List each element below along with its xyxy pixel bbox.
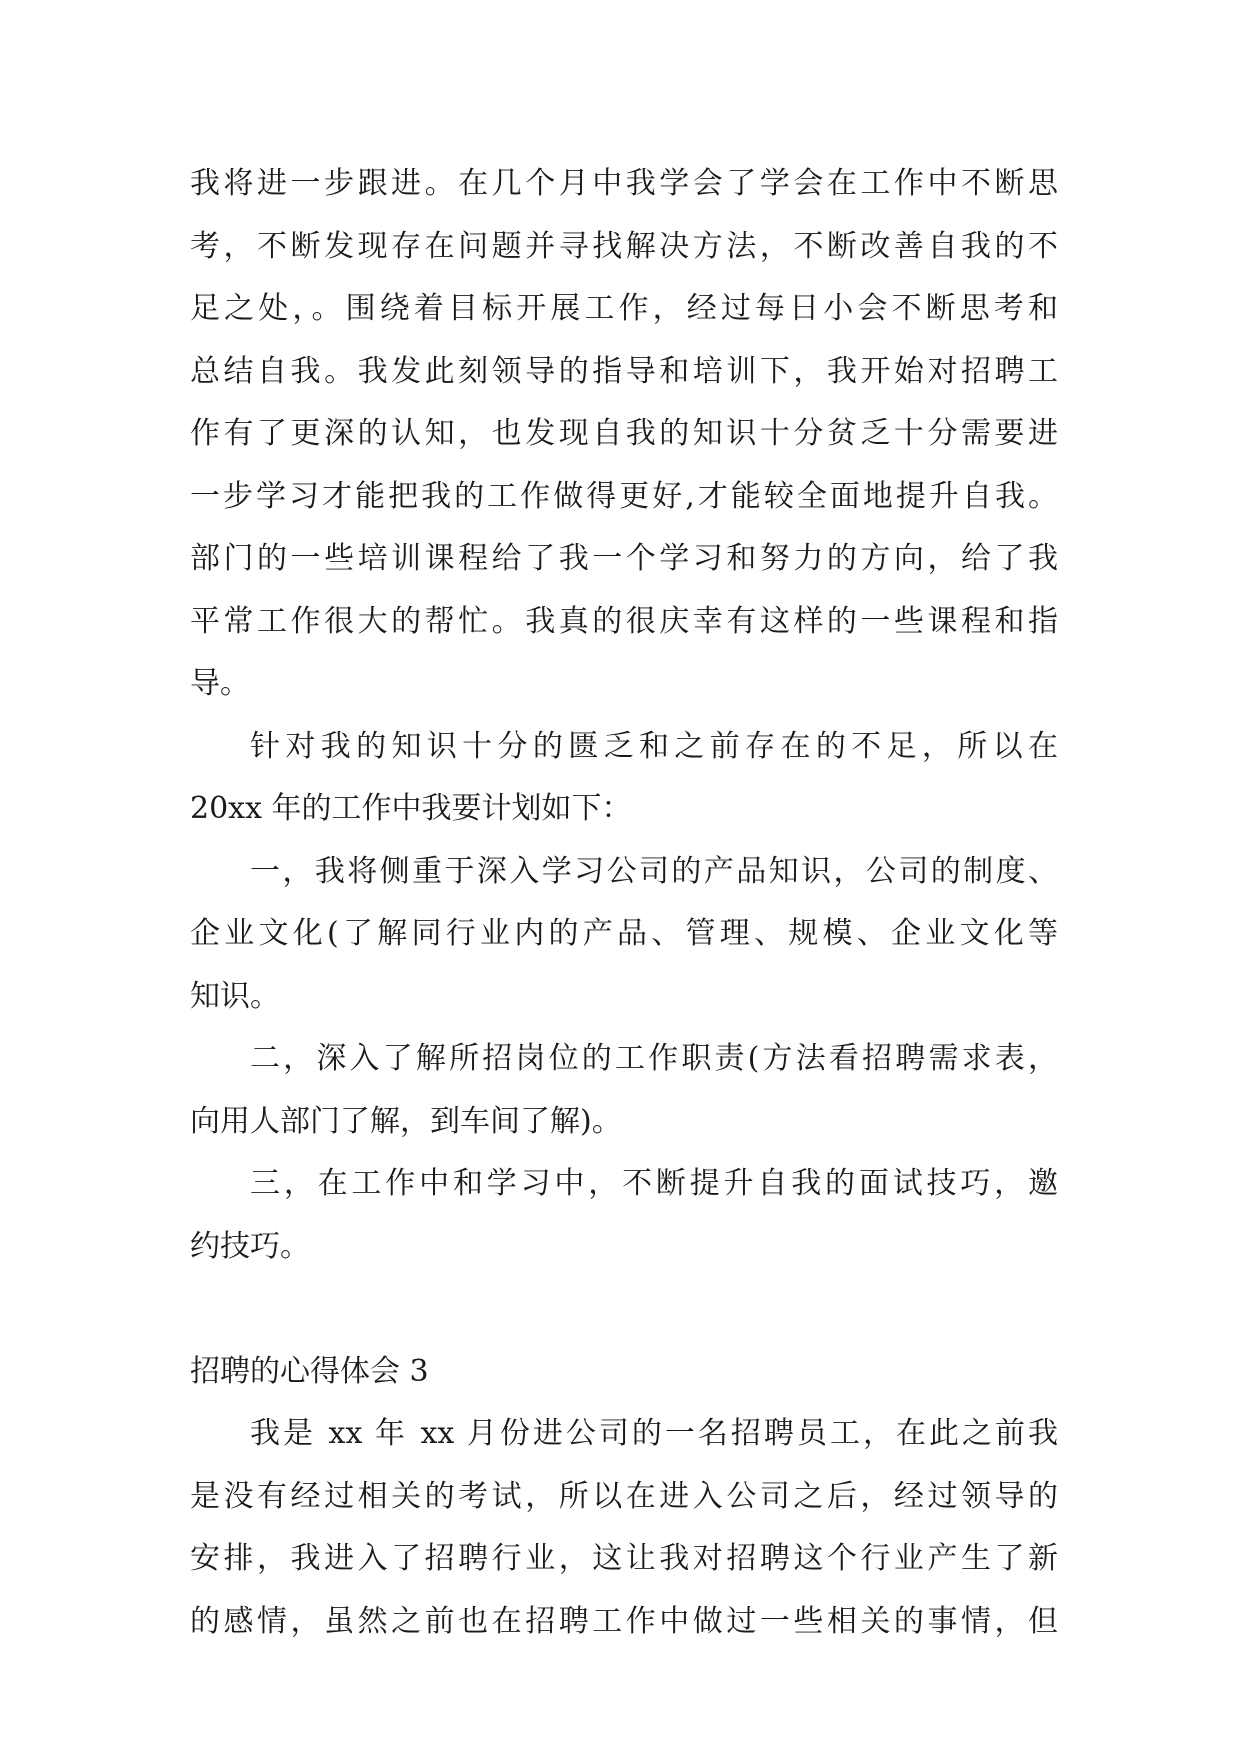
text-line: 是没有经过相关的考试，所以在进入公司之后，经过领导的 (190, 1478, 1058, 1514)
paragraph-first-line: 针对我的知识十分的匮乏和之前存在的不足，所以在 (250, 728, 1058, 764)
section-gap (190, 1288, 1058, 1351)
text-line: 约技巧。 (190, 1228, 310, 1264)
paragraph-first-line: 我是 xx 年 xx 月份进公司的一名招聘员工，在此之前我 (250, 1416, 1058, 1451)
section-title: 招聘的心得体会 3 (190, 1353, 429, 1389)
list-item-1-first-line: 一，我将侧重于深入学习公司的产品知识，公司的制度、 (250, 853, 1058, 889)
text-line: 向用人部门了解，到车间了解)。 (190, 1103, 622, 1139)
text-line: 安排，我进入了招聘行业，这让我对招聘这个行业产生了新 (190, 1541, 1058, 1576)
list-item-2-first-line: 二，深入了解所招岗位的工作职责(方法看招聘需求表， (250, 1041, 1058, 1076)
text-line: 平常工作很大的帮忙。我真的很庆幸有这样的一些课程和指 (190, 603, 1058, 639)
text-line: 一步学习才能把我的工作做得更好,才能较全面地提升自我。 (190, 478, 1058, 514)
text-line: 知识。 (190, 978, 280, 1014)
text-line: 我将进一步跟进。在几个月中我学会了学会在工作中不断思 (190, 166, 1058, 201)
text-line: 总结自我。我发此刻领导的指导和培训下，我开始对招聘工 (190, 353, 1058, 389)
list-item-3-first-line: 三，在工作中和学习中，不断提升自我的面试技巧，邀 (250, 1166, 1058, 1201)
text-line: 部门的一些培训课程给了我一个学习和努力的方向，给了我 (190, 541, 1058, 576)
text-line: 导。 (190, 666, 250, 701)
text-line: 20xx 年的工作中我要计划如下： (190, 791, 632, 826)
document-body (190, 163, 1058, 1663)
text-line: 的感情，虽然之前也在招聘工作中做过一些相关的事情，但 (190, 1603, 1058, 1639)
text-line: 足之处，。围绕着目标开展工作，经过每日小会不断思考和 (190, 291, 1058, 326)
text-line: 考，不断发现存在问题并寻找解决方法，不断改善自我的不 (190, 228, 1058, 264)
text-line: 企业文化(了解同行业内的产品、管理、规模、企业文化等 (190, 916, 1058, 951)
text-line: 作有了更深的认知，也发现自我的知识十分贫乏十分需要进 (190, 416, 1058, 451)
